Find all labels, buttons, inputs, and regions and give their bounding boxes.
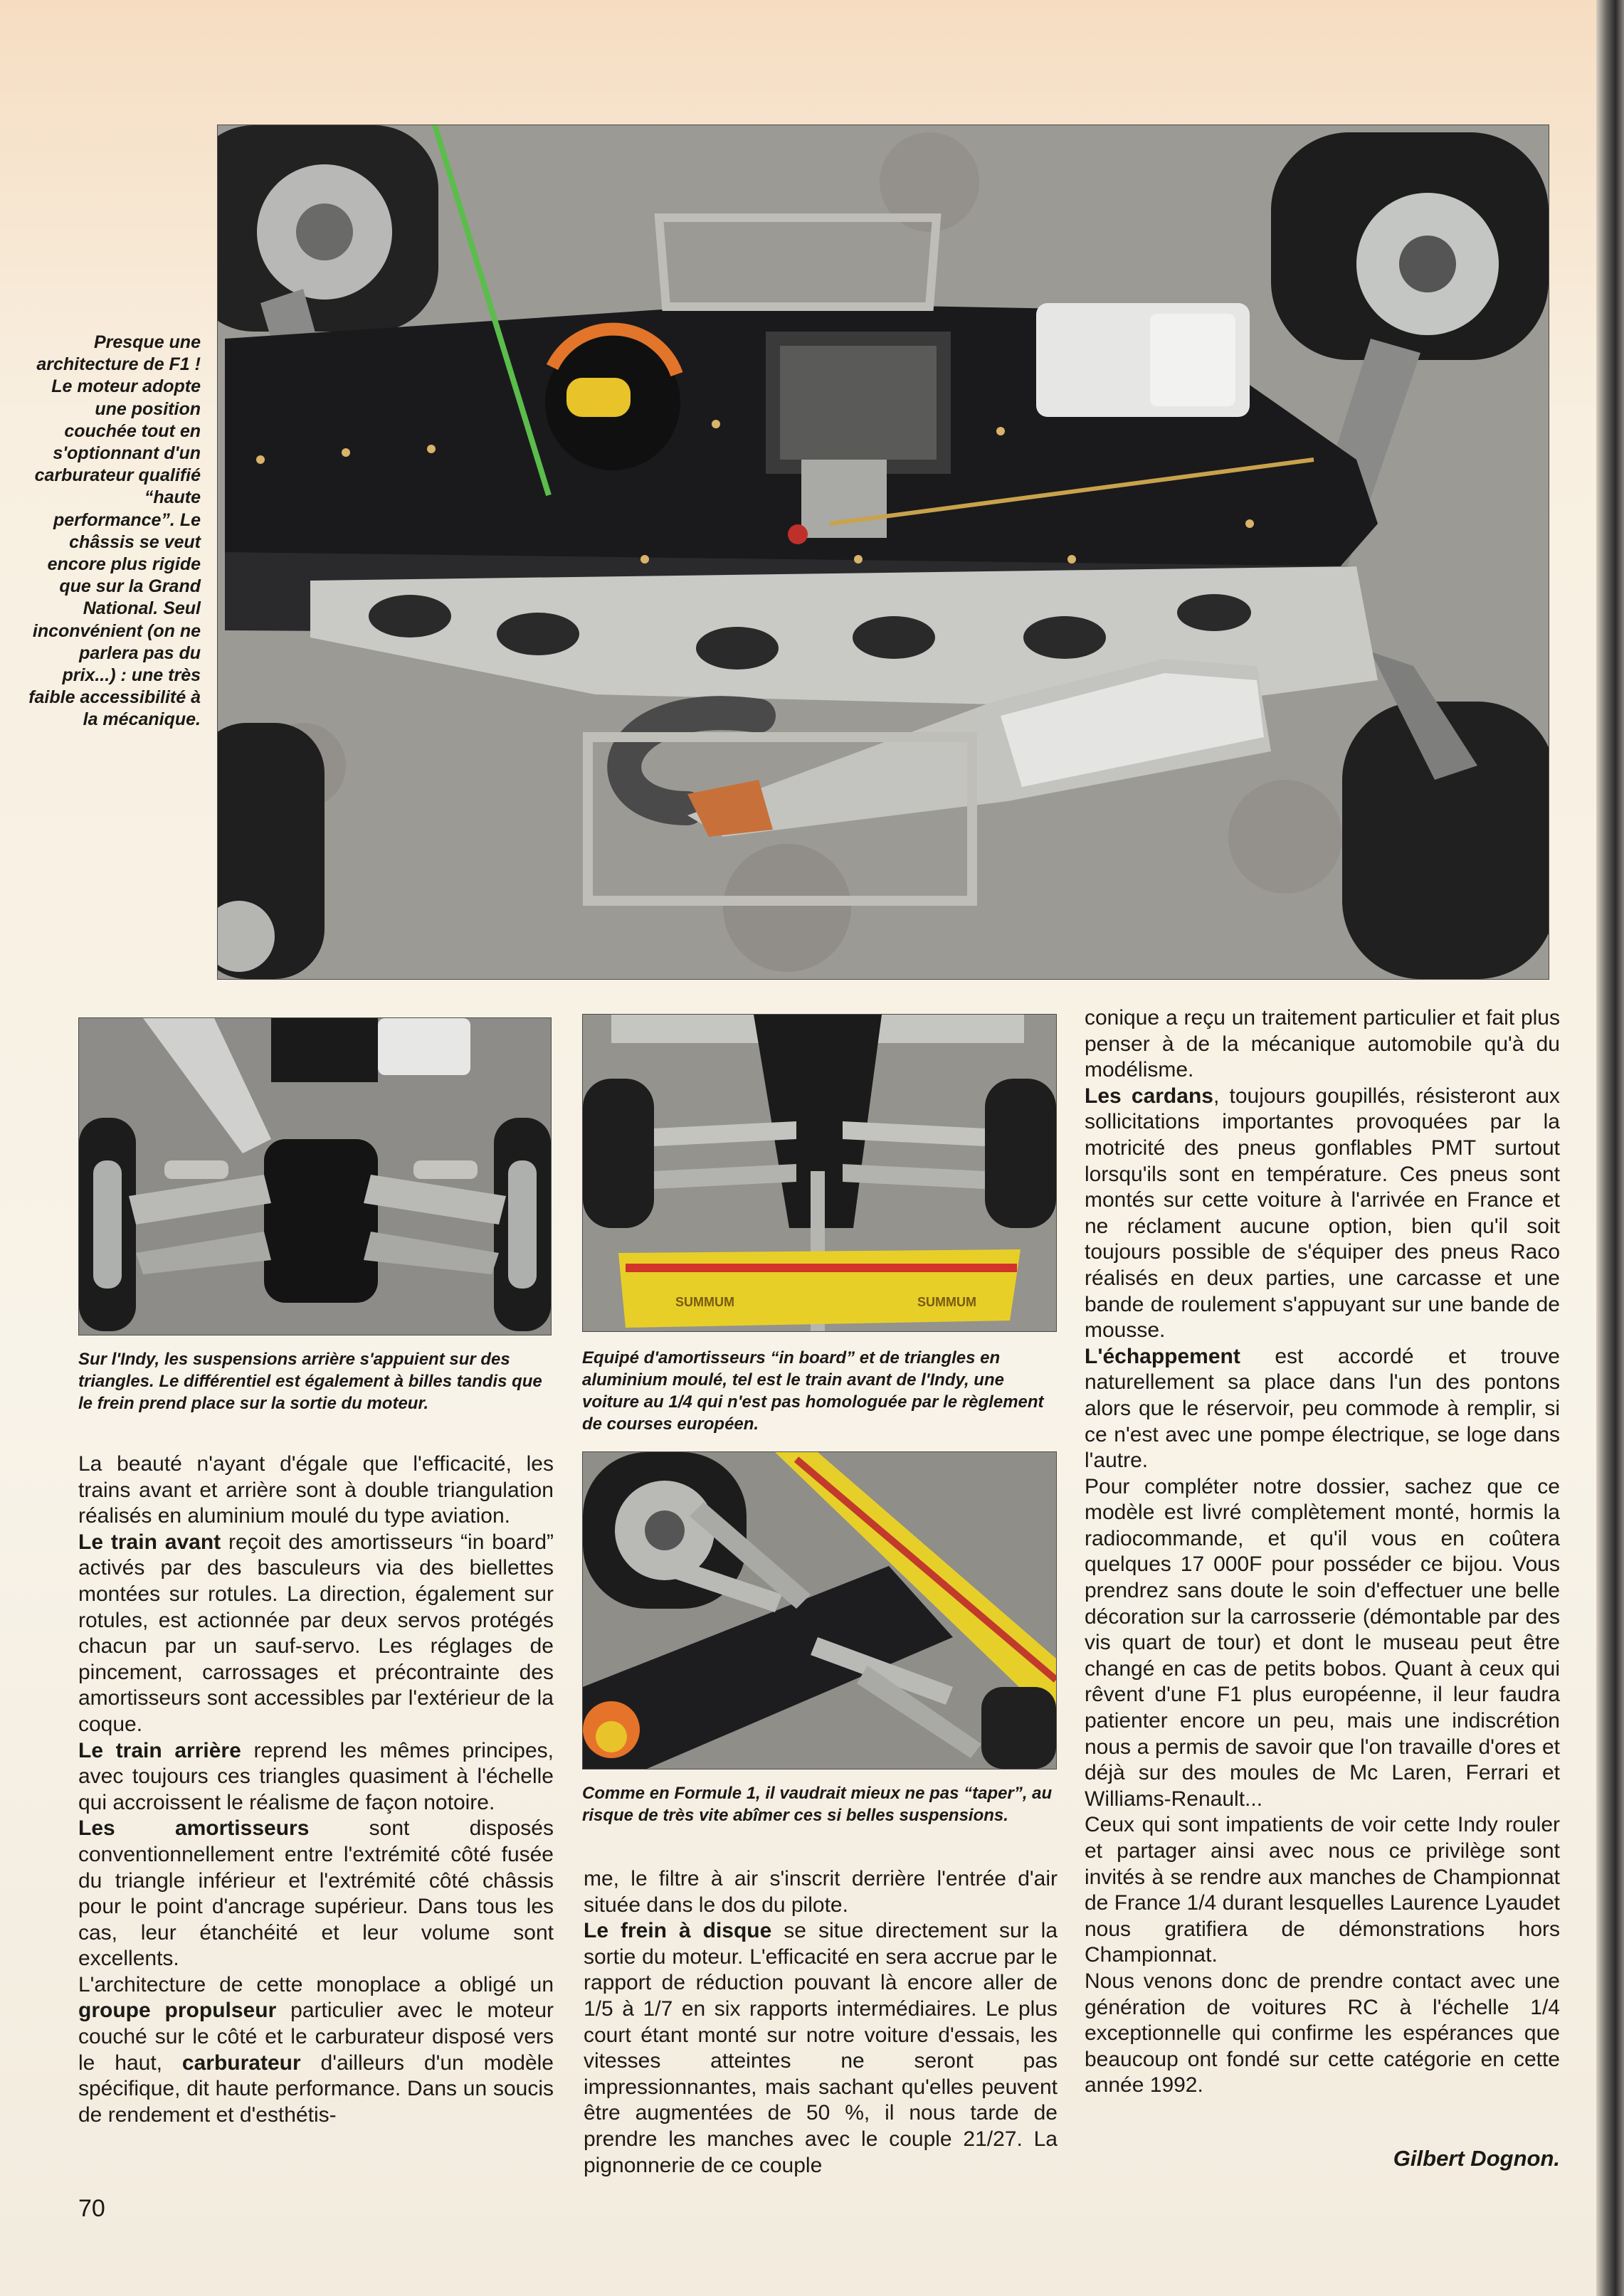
article-column-right — [1085, 1005, 1560, 2099]
caption-nose-photo: Comme en Formule 1, il vaudrait mieux ne pas “taper”, au risque de très vite abîmer ces si belles suspensions. — [582, 1784, 1053, 1825]
paragraph-text: est accordé et trouve naturellement sa place dans l'un des pontons alors que le réservoir, peu commode à remplir, si ce n'est avec une pompe électrique, se loge dans l'autre. — [1085, 1344, 1560, 1473]
paragraph — [78, 1972, 554, 2129]
article-column-left — [78, 1451, 554, 2128]
paragraph-lead: groupe propulseur — [78, 1999, 277, 2023]
photo-nose-suspension-image — [583, 1452, 1056, 1769]
paragraph — [78, 1451, 554, 1530]
paragraph-text: sont disposés conventionnellement entre l'extrémité côté fusée du triangle inférieur et l'extrémité côté châssis pour le point d'ancrage supérieur. Dans tous les cas, leur étanchéité et leur volume sont excellents. — [78, 1816, 554, 1971]
author-signature: Gilbert Dognon. — [1393, 2146, 1560, 2171]
paragraph-lead: L'échappement — [1085, 1344, 1240, 1368]
paragraph-text: se situe directement sur la sortie du moteur. L'efficacité en sera accrue par le rapport de réduction pouvant là encore aller de 1/5 à 1/7 en six rapports intermédiaires. Le plus court étant monté sur notre voiture d'essais, les vitesses atteintes ne seront pas impressionnantes, mais sachant qu'elles peuvent être augmentées de 50 %, il nous tarde de prendre les manches avec le couple 21/27. La pignonnerie de ce couple — [584, 1919, 1058, 2177]
paragraph-text: Nous venons donc de prendre contact avec une génération de voitures RC à l'échelle 1/4 exceptionnelle qui confirme les espérances que beaucoup ont fondé sur cette catégorie en cette année 1992. — [1085, 1969, 1560, 2097]
paragraph-lead: carburateur — [181, 2051, 301, 2075]
paragraph-text: reprend les mêmes principes, avec toujours ces triangles quasiment à l'échelle qui accroissent le réalisme de façon notoire. — [78, 1738, 554, 1814]
paragraph — [584, 1918, 1058, 2179]
page-number: 70 — [78, 2195, 105, 2222]
paragraph-text: Pour compléter notre dossier, sachez que ce modèle est livré complètement monté, hormis la radiocommande, et qu'il vous en coûtera quelques 17 000F pour posséder ce bijou. Vous prendrez sans doute le soin d'effectuer une belle décoration sur la carrosserie (démontable par des vis quart de tour) et dont le museau peut être changé en cas de petits bobos. Quant à ceux qui rêvent d'une F1 plus européenne, il leur faudra patienter encore un peu, mais une indiscrétion nous a permis de savoir que l'on travaille d'ores et déjà sur des moules de Mc Laren, Ferrari et Williams-Renault... — [1085, 1474, 1560, 1811]
article-column-middle — [584, 1866, 1058, 2179]
paragraph-text: conique a reçu un traitement particulier et fait plus penser à de la mécanique automobile qu'à du modélisme. — [1085, 1006, 1560, 1082]
paragraph-lead: Les amortisseurs — [78, 1816, 310, 1841]
magazine-spine — [1596, 0, 1624, 2296]
paragraph — [1085, 1005, 1560, 1084]
photo-nose-suspension — [582, 1451, 1057, 1769]
paragraph-lead: Les cardans — [1085, 1084, 1213, 1108]
wing-brand-right: SUMMUM — [917, 1295, 976, 1309]
paragraph-lead: Le train avant — [78, 1530, 221, 1554]
caption-front-photo: Equipé d'amortisseurs “in board” et de triangles en aluminium moulé, tel est le train avant de l'Indy, une voiture au 1/4 qui n'est pas homologuée par le règlement de courses européen. — [582, 1348, 1044, 1434]
paragraph-text: particulier avec le moteur couché sur le côté et le carburateur disposé vers le haut, — [78, 1999, 554, 2075]
paragraph-text: Ceux qui sont impatients de voir cette Indy rouler et partager ainsi avec nous ce privilège sont invités à se rendre aux manches de Championnat de France 1/4 durant lesquelles Laurence Lyaudet nous gratifiera de démonstrations hors Championnat. — [1085, 1813, 1560, 1967]
paragraph-text: La beauté n'ayant d'égale que l'efficacité, les trains avant et arrière sont à double triangulation réalisés en aluminium moulé du type aviation. — [78, 1452, 554, 1528]
paragraph-text: reçoit des amortisseurs “in board” activés par des basculeurs via des biellettes montées sur rotules. La direction, également sur rotules, est actionnée par deux servos protégés chacun par un sauf-servo. Les réglages de pincement, carrossages et précontrainte des amortisseurs sont accessibles par l'extérieur de la coque. — [78, 1530, 554, 1736]
paragraph-text: d'ailleurs d'un modèle spécifique, dit haute performance. Dans un soucis de rendement et d'esthétis- — [78, 2051, 554, 2127]
photo-front-suspension-image — [583, 1015, 1056, 1331]
paragraph-lead: Le frein à disque — [584, 1919, 772, 1943]
paragraph — [1085, 1969, 1560, 2099]
paragraph — [1085, 1084, 1560, 1344]
paragraph — [584, 1866, 1058, 1918]
caption-rear-photo: Sur l'Indy, les suspensions arrière s'appuient sur des triangles. Le différentiel est également à billes tandis que le frein prend place sur la sortie du moteur. — [78, 1350, 542, 1413]
paragraph-text: , toujours goupillés, résisteront aux sollicitations importantes provoquées par la motricité des pneus gonflables PMT surtout lorsqu'ils sont en température. Ces pneus sont montés sur cette voiture à l'arrivée en France et ne réclament aucune option, bien qu'il soit toujours possible de s'équiper des pneus Raco réalisés en deux parties, une carcasse et une bande de roulement s'appuyant sur une bande de mousse. — [1085, 1084, 1560, 1343]
paragraph — [1085, 1474, 1560, 1813]
paragraph — [78, 1738, 554, 1816]
photo-rear-suspension — [78, 1017, 552, 1335]
caption-main-photo: Presque une architecture de F1 ! Le moteur adopte une position couchée tout en s'optionnant d'un carburateur qualifié “haute performance”. Le châssis se veut encore plus rigide que sur la Grand National. Seul inconvénient (on ne parlera pas du prix...) : une très faible accessibilité à la mécanique. — [28, 332, 201, 730]
paragraph — [78, 1816, 554, 1972]
paragraph-lead: Le train arrière — [78, 1738, 241, 1762]
paragraph — [78, 1530, 554, 1738]
photo-indy-top-view-image — [218, 125, 1549, 979]
paragraph — [1085, 1344, 1560, 1474]
photo-front-suspension — [582, 1014, 1057, 1332]
wing-brand-left: SUMMUM — [675, 1295, 734, 1309]
photo-rear-suspension-image — [79, 1018, 551, 1335]
paragraph-text: me, le filtre à air s'inscrit derrière l'entrée d'air située dans le dos du pilote. — [584, 1867, 1058, 1917]
paragraph — [1085, 1812, 1560, 1969]
paragraph-text: L'architecture de cette monoplace a obligé un — [78, 1972, 554, 1996]
photo-indy-top-view — [217, 125, 1549, 980]
